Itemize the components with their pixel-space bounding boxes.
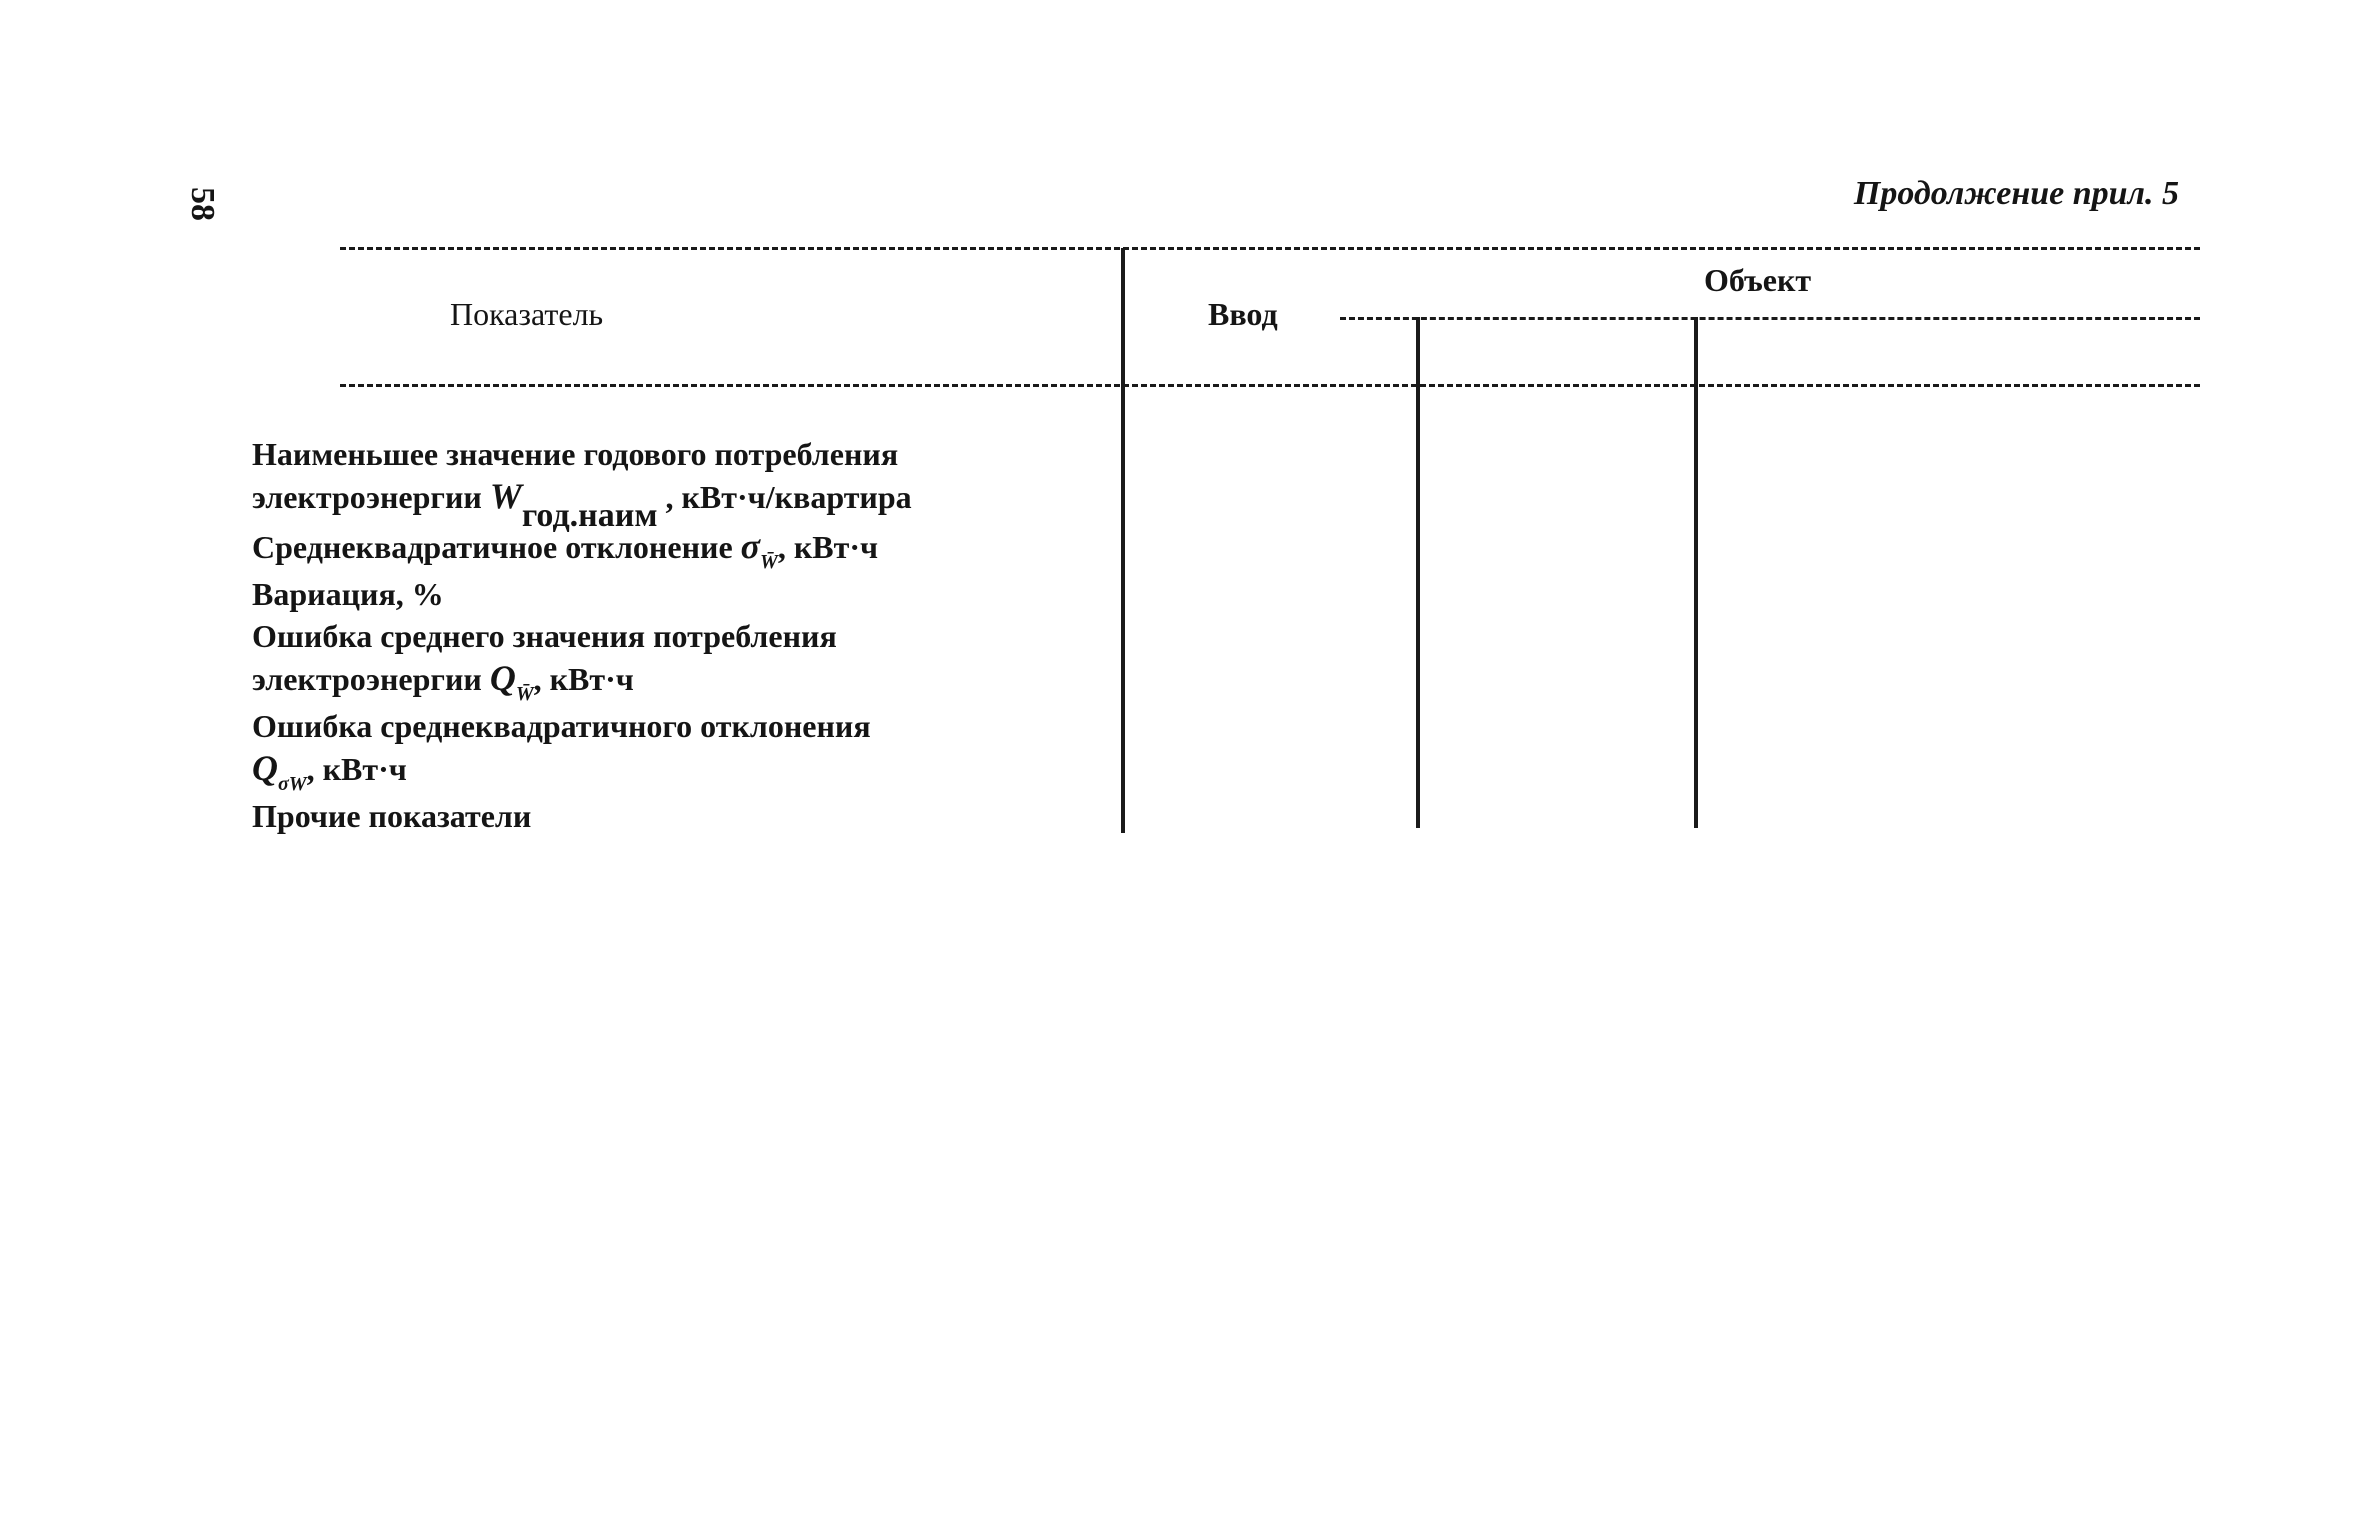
column-divider-object-1: [1416, 317, 1420, 828]
row-line: Ошибка среднего значения потребления: [252, 618, 837, 654]
row-line: Ошибка среднеквадратичного отклонения: [252, 708, 871, 744]
object-subheader-rule: [1340, 317, 2200, 320]
row-unit: , кВт·ч/квартира: [665, 479, 912, 515]
row-line: [252, 747, 1112, 795]
header-bottom-rule: [340, 384, 2200, 387]
symbol-q: Q: [489, 658, 516, 698]
row-text: электроэнергии: [252, 479, 482, 515]
header-indicator: Показатель: [450, 296, 604, 332]
symbol-w: W: [489, 476, 522, 516]
row-line: [252, 657, 1112, 705]
row-text: электроэнергии: [252, 661, 482, 697]
header-input: Ввод: [1208, 296, 1278, 332]
row-std-deviation: [252, 525, 1112, 573]
continuation-label: Продолжение прил. 5: [1853, 175, 2179, 212]
header-object: Объект: [1704, 262, 1812, 298]
indicator-list: [252, 433, 1112, 837]
column-divider-object-2: [1694, 317, 1698, 828]
row-unit: , кВт·ч: [533, 661, 634, 697]
row-other-indicators: Прочие показатели: [252, 798, 532, 834]
column-divider-indicator: [1121, 248, 1125, 833]
row-variation: Вариация, %: [252, 576, 444, 612]
row-std-deviation-error: [252, 705, 1112, 795]
row-line: [252, 475, 1112, 534]
row-mean-error: [252, 615, 1112, 705]
row-line: Наименьшее значение годового потребления: [252, 436, 899, 472]
subscript: год.наим: [521, 497, 658, 534]
row-unit: , кВт·ч: [777, 529, 879, 565]
subscript: σW: [278, 773, 307, 795]
symbol-q: Q: [252, 748, 278, 788]
row-unit: , кВт·ч: [306, 751, 407, 787]
subscript: W̄: [515, 683, 534, 705]
row-min-annual-consumption: [252, 433, 1112, 534]
page-number: 58: [184, 187, 221, 221]
row-text: Среднеквадратичное отклонение: [252, 529, 733, 565]
subscript: W̄: [760, 551, 778, 573]
symbol-sigma: σ: [740, 526, 761, 566]
table-top-rule: [340, 247, 2200, 250]
